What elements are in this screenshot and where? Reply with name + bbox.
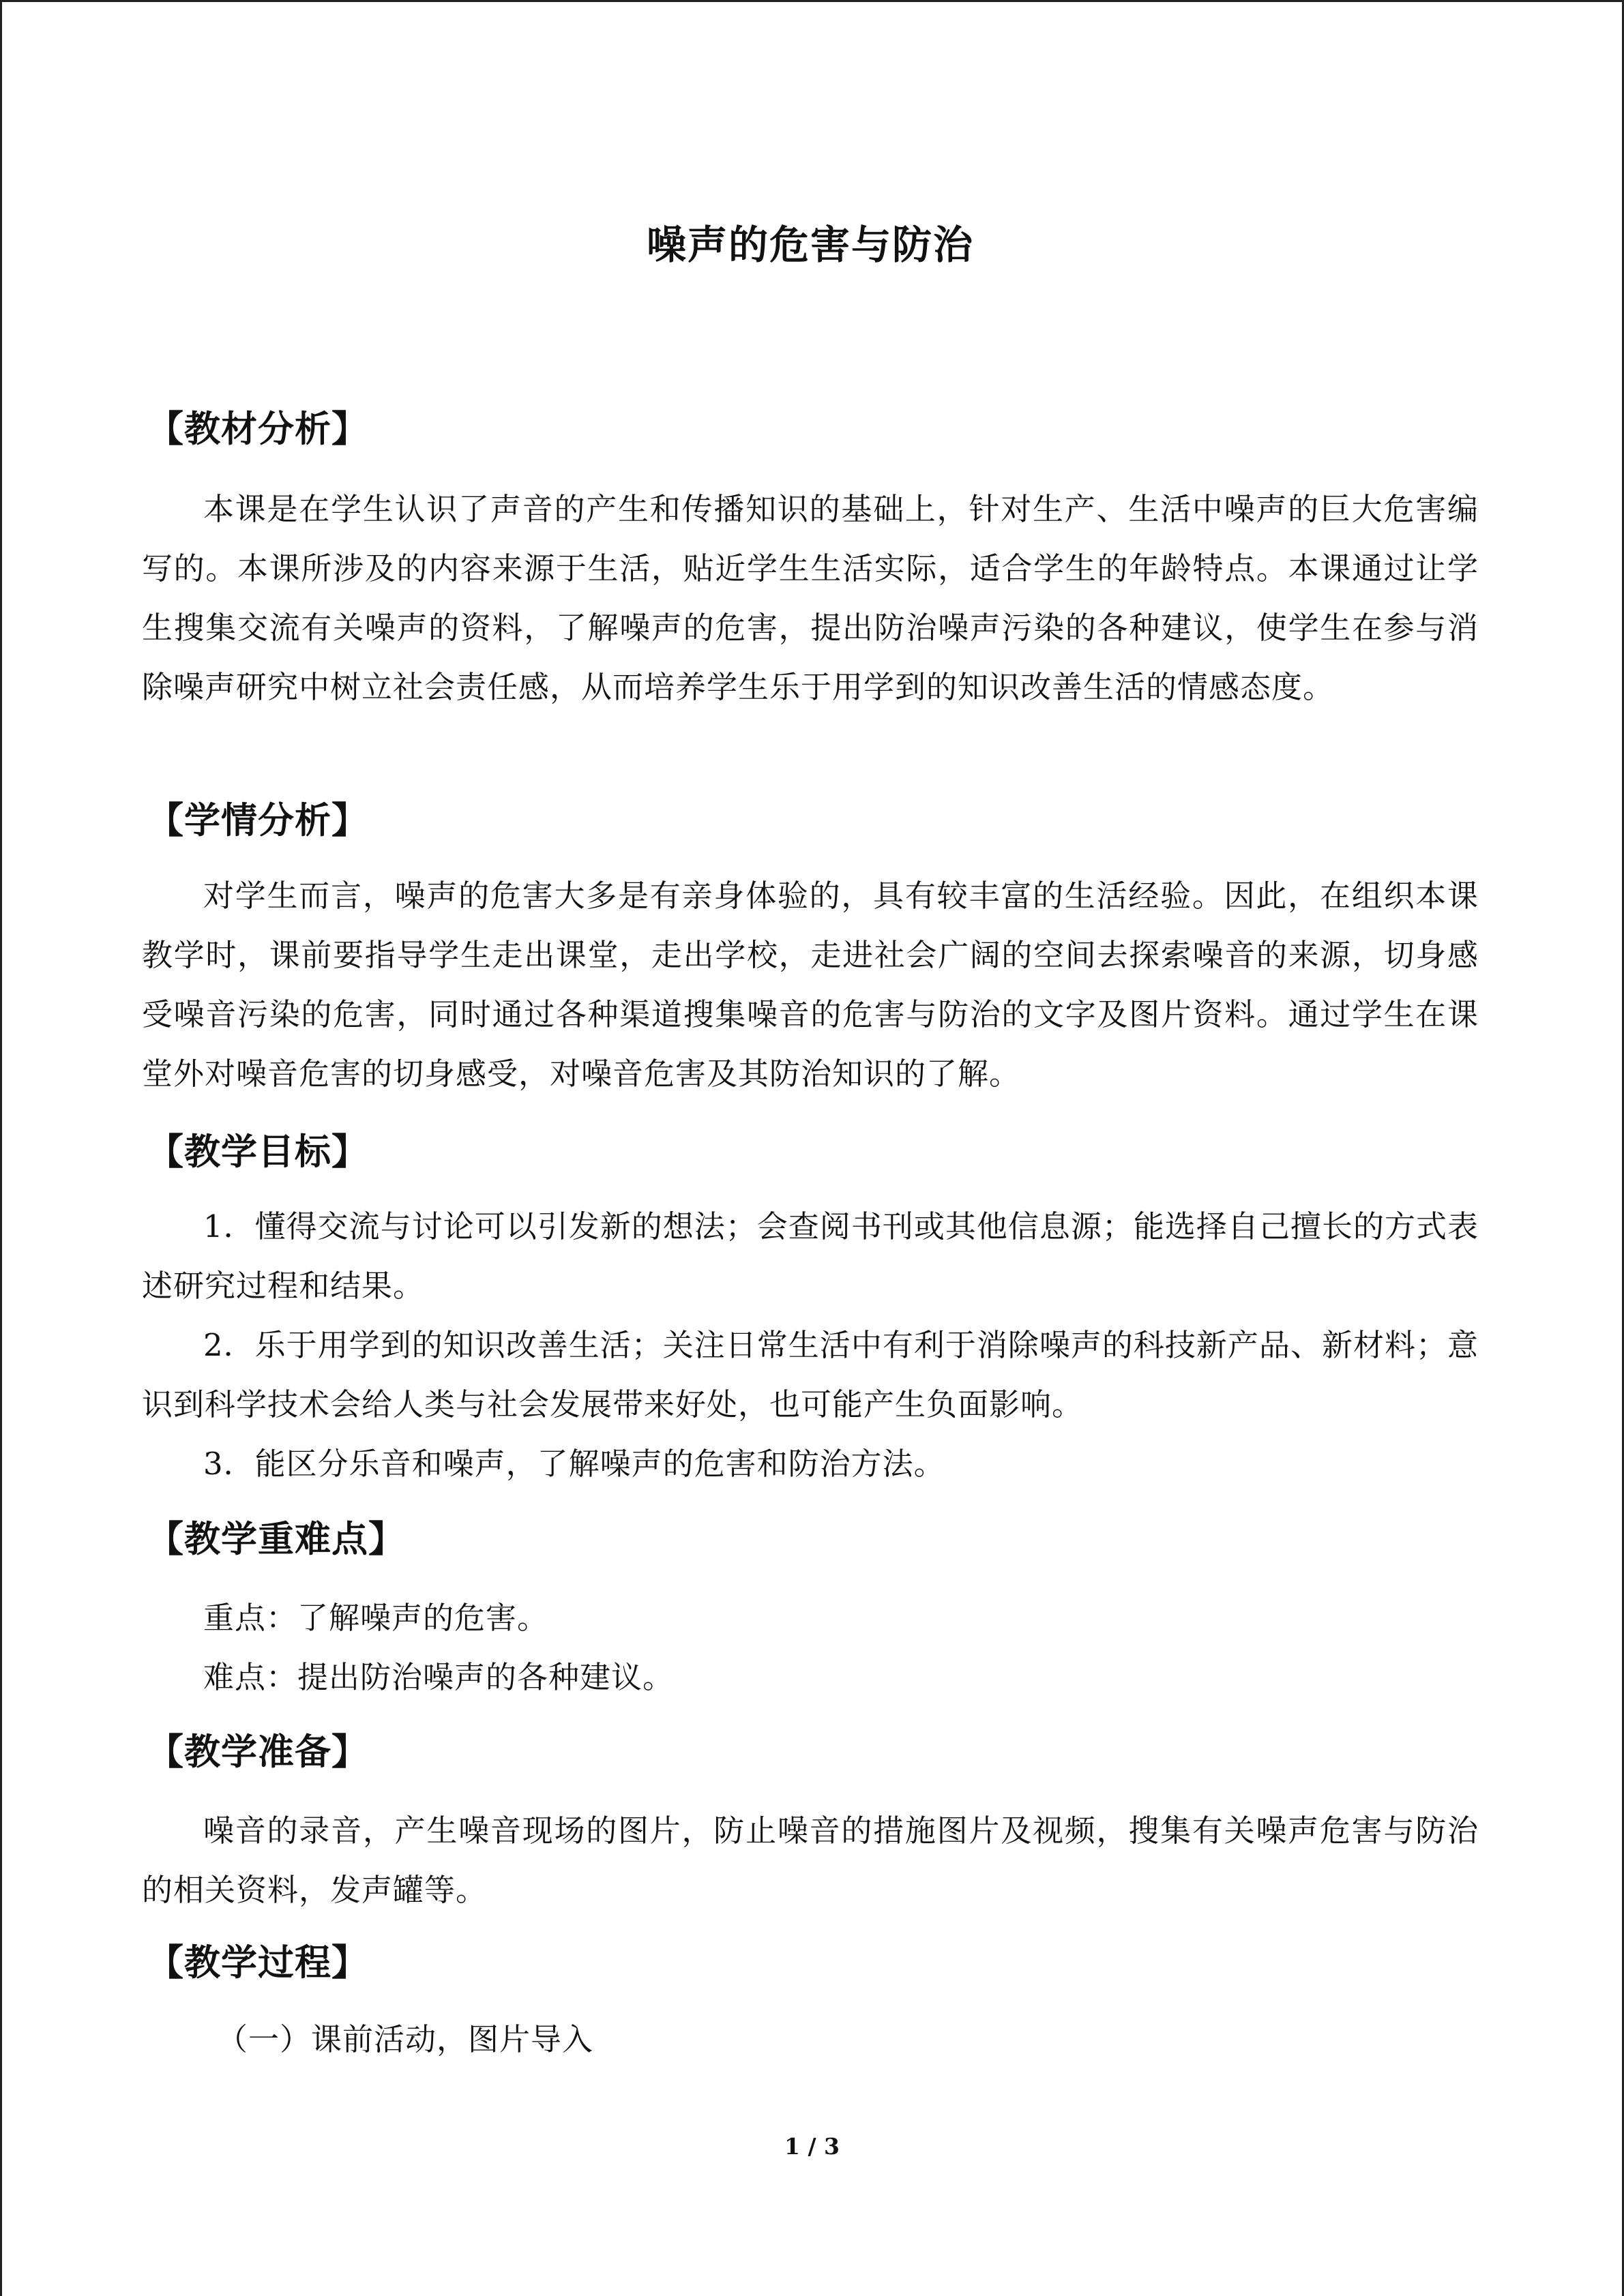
- key-point-text: 重点：了解噪声的危害。: [203, 1600, 549, 1636]
- difficulty-text: 难点：提出防治噪声的各种建议。: [203, 1659, 675, 1695]
- section-heading-goals: 【教学目标】: [147, 1131, 368, 1173]
- section-heading-students: 【学情分析】: [147, 800, 368, 841]
- goal-item-3: 3．能区分乐音和噪声，了解噪声的危害和防治方法。: [203, 1446, 945, 1482]
- section-heading-material: 【教材分析】: [147, 408, 368, 450]
- paragraph-material: 本课是在学生认识了声音的产生和传播知识的基础上，针对生产、生活中噪声的巨大危害编写的。本课所涉及的内容来源于生活，贴近学生生活实际，适合学生的年龄特点。本课通过让学生搜集交流有关噪声的资料，了解噪声的危害，提出防治噪声污染的各种建议，使学生在参与消除噪声研究中树立社会责任感，从而培养学生乐于用学到的知识改善生活的情感态度。: [142, 491, 1479, 705]
- goal-item-2: 2．乐于用学到的知识改善生活；关注日常生活中有利于消除噪声的科技新产品、新材料；意识到科学技术会给人类与社会发展带来好处，也可能产生负面影响。: [142, 1327, 1479, 1422]
- process-step-1: （一）课前活动，图片导入: [217, 2021, 594, 2057]
- goal-item-1: 1．懂得交流与讨论可以引发新的想法；会查阅书刊或其他信息源；能选择自己擅长的方式表述研究过程和结果。: [142, 1208, 1479, 1304]
- paragraph-preparation: 噪音的录音，产生噪音现场的图片，防止噪音的措施图片及视频，搜集有关噪声危害与防治的相关资料，发声罐等。: [142, 1813, 1479, 1908]
- document-title: 噪声的危害与防治: [646, 222, 974, 268]
- section-heading-keypoints: 【教学重难点】: [147, 1519, 405, 1560]
- section-heading-preparation: 【教学准备】: [147, 1731, 368, 1773]
- paragraph-students: 对学生而言，噪声的危害大多是有亲身体验的，具有较丰富的生活经验。因此，在组织本课教学时，课前要指导学生走出课堂，走出学校，走进社会广阔的空间去探索噪音的来源，切身感受噪音污染的危害，同时通过各种渠道搜集噪音的危害与防治的文字及图片资料。通过学生在课堂外对噪音危害的切身感受，对噪音危害及其防治知识的了解。: [142, 878, 1479, 1092]
- page-number: 1 / 3: [784, 2133, 840, 2160]
- section-heading-process: 【教学过程】: [147, 1942, 368, 1984]
